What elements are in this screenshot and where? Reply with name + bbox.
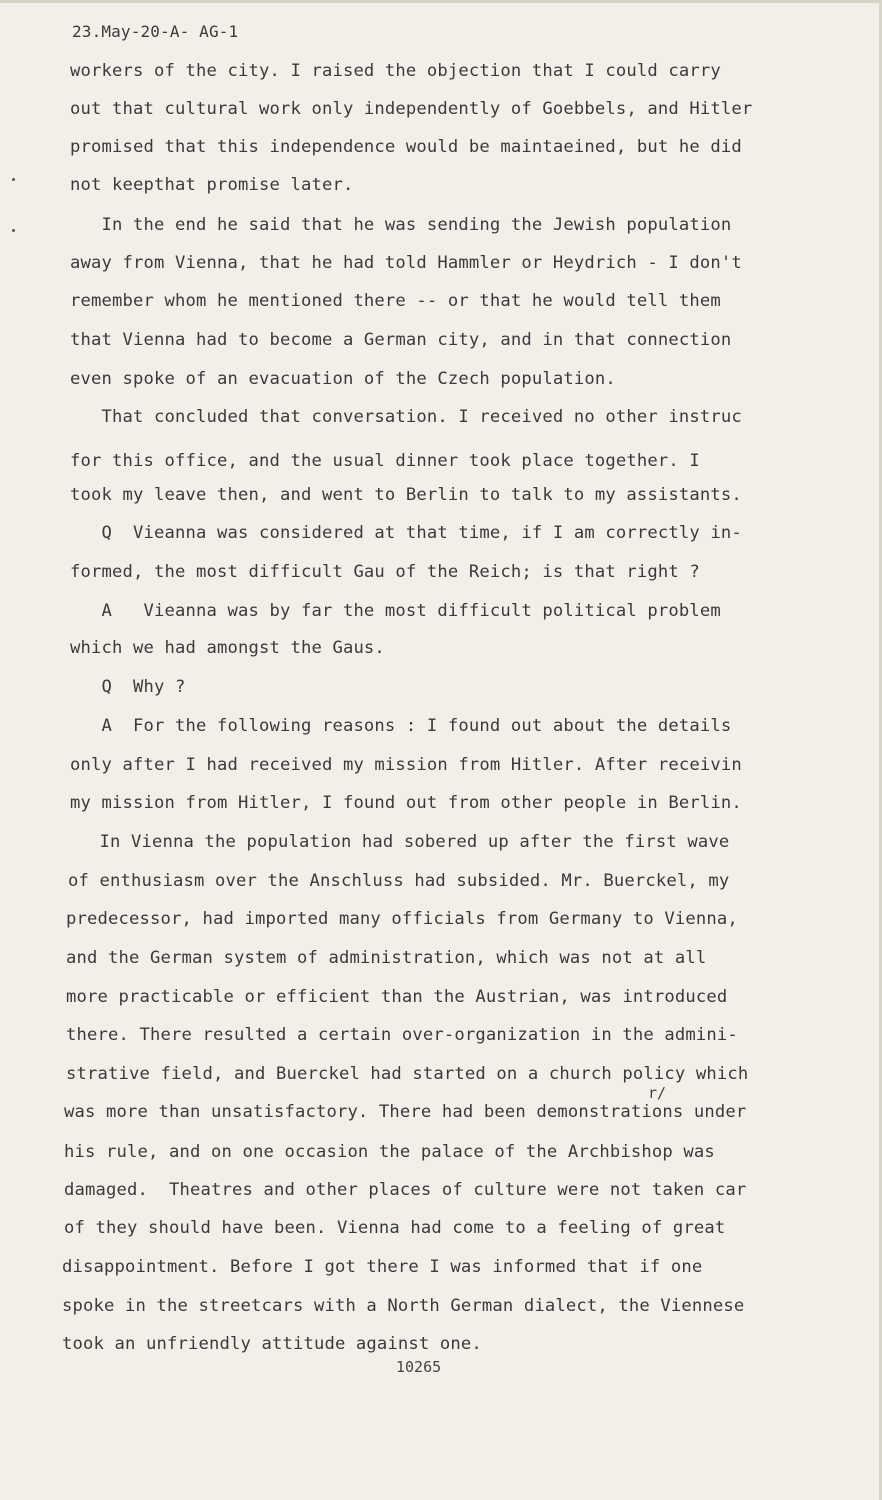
text-line: his rule, and on one occasion the palace of the Archbishop was	[64, 1142, 715, 1162]
text-line: for this office, and the usual dinner took place together. I	[70, 451, 700, 471]
text-line: spoke in the streetcars with a North German dialect, the Viennese	[62, 1296, 745, 1316]
text-line: of enthusiasm over the Anschluss had subsided. Mr. Buerckel, my	[68, 871, 730, 891]
text-line: predecessor, had imported many officials from Germany to Vienna,	[66, 909, 738, 929]
text-line: In the end he said that he was sending the Jewish population	[70, 215, 732, 235]
text-line: remember whom he mentioned there -- or that he would tell them	[70, 291, 721, 311]
text-line: more practicable or efficient than the Austrian, was introduced	[66, 987, 728, 1007]
page-number: 10265	[396, 1358, 442, 1376]
text-line: In Vienna the population had sobered up after the first wave	[68, 832, 730, 852]
text-line: damaged. Theatres and other places of culture were not taken car	[64, 1180, 747, 1200]
text-line: disappointment. Before I got there I was informed that if one	[62, 1257, 703, 1277]
text-line: took an unfriendly attitude against one.	[62, 1334, 482, 1354]
text-line: Q Vieanna was considered at that time, if I am correctly in-	[70, 523, 742, 543]
paper-speck	[12, 178, 15, 181]
text-line: Q Why ?	[70, 677, 186, 697]
paper-speck	[12, 229, 15, 232]
text-line: strative field, and Buerckel had started on a church policy which	[66, 1064, 749, 1084]
text-line: which we had amongst the Gaus.	[70, 638, 385, 658]
text-line: even spoke of an evacuation of the Czech population.	[70, 369, 616, 389]
text-line: A Vieanna was by far the most difficult political problem	[70, 601, 721, 621]
text-line: promised that this independence would be maintaeined, but he did	[70, 137, 742, 157]
page-header: 23.May-20-A- AG-1	[72, 22, 239, 41]
text-line: only after I had received my mission from Hitler. After receivin	[70, 755, 742, 775]
text-line: out that cultural work only independently of Goebbels, and Hitler	[70, 99, 753, 119]
text-line: my mission from Hitler, I found out from other people in Berlin.	[70, 793, 742, 813]
text-line: A For the following reasons : I found out about the details	[70, 716, 732, 736]
text-line: was more than unsatisfactory. There had been demonstrations under	[64, 1102, 747, 1122]
text-line: workers of the city. I raised the objection that I could carry	[70, 61, 721, 81]
text-line: that Vienna had to become a German city, and in that connection	[70, 330, 732, 350]
text-line: and the German system of administration, which was not at all	[66, 948, 707, 968]
text-line: formed, the most difficult Gau of the Reich; is that right ?	[70, 562, 700, 582]
handwritten-correction: r/	[648, 1084, 667, 1102]
text-line: of they should have been. Vienna had come to a feeling of great	[64, 1218, 726, 1238]
text-line: there. There resulted a certain over-organization in the admini-	[66, 1025, 738, 1045]
text-line: away from Vienna, that he had told Hammler or Heydrich - I don't	[70, 253, 742, 273]
text-line: took my leave then, and went to Berlin to talk to my assistants.	[70, 485, 742, 505]
text-line: not keepthat promise later.	[70, 175, 354, 195]
page-edge-top	[0, 0, 882, 3]
text-line: That concluded that conversation. I received no other instruc	[70, 407, 742, 427]
